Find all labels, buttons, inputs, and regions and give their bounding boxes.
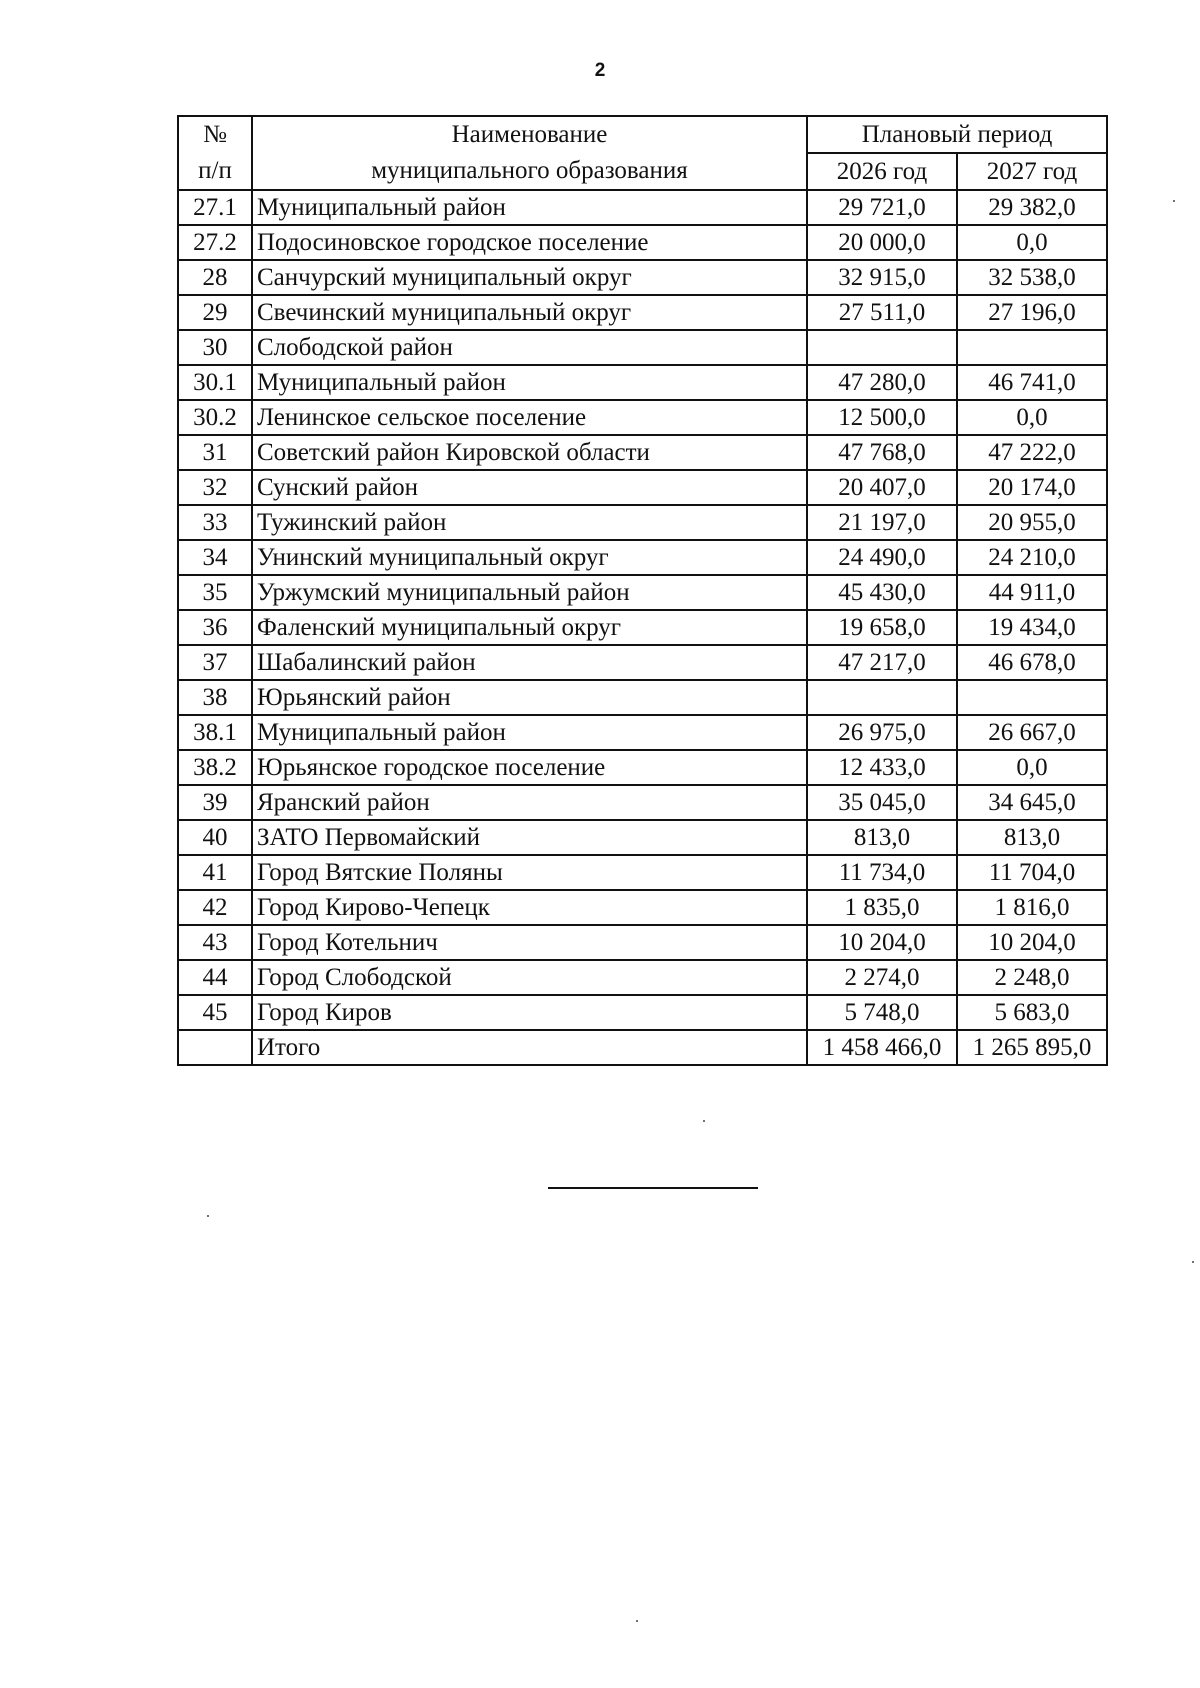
- table-row: [178, 960, 1107, 995]
- table-row: [178, 435, 1107, 470]
- header-name-line2: муниципального образования: [371, 157, 688, 184]
- row-municipality-name: Юрьянский район: [252, 680, 807, 715]
- row-number: 30.1: [178, 365, 252, 400]
- row-value-2027: 34 645,0: [957, 785, 1107, 820]
- header-year-2027: 2027 год: [957, 153, 1107, 190]
- total-row: [178, 1030, 1107, 1065]
- table-row: [178, 610, 1107, 645]
- table-row: [178, 540, 1107, 575]
- scan-speck: [207, 1215, 209, 1217]
- table-row: [178, 400, 1107, 435]
- table-row: [178, 295, 1107, 330]
- scan-speck: [1192, 1261, 1194, 1263]
- page-number: 2: [594, 60, 606, 81]
- row-value-2027: 0,0: [957, 750, 1107, 785]
- row-value-2026: 47 217,0: [807, 645, 957, 680]
- table-row: [178, 785, 1107, 820]
- scan-speck: [703, 1120, 705, 1122]
- row-number: 39: [178, 785, 252, 820]
- table-row: [178, 890, 1107, 925]
- row-number: 34: [178, 540, 252, 575]
- table-row: [178, 715, 1107, 750]
- row-value-2026: 11 734,0: [807, 855, 957, 890]
- row-municipality-name: Тужинский район: [252, 505, 807, 540]
- table-row: [178, 645, 1107, 680]
- table-row: [178, 995, 1107, 1030]
- row-value-2026: 24 490,0: [807, 540, 957, 575]
- row-municipality-name: Сунский район: [252, 470, 807, 505]
- header-name-line1: Наименование: [451, 121, 608, 148]
- row-municipality-name: Город Котельнич: [252, 925, 807, 960]
- row-municipality-name: Яранский район: [252, 785, 807, 820]
- row-number: 27.2: [178, 225, 252, 260]
- row-value-2026: [807, 680, 957, 715]
- table-body: [178, 190, 1107, 1065]
- row-municipality-name: Шабалинский район: [252, 645, 807, 680]
- table-row: [178, 470, 1107, 505]
- closing-separator-line: [548, 1187, 758, 1189]
- row-municipality-name: Город Кирово-Чепецк: [252, 890, 807, 925]
- header-year-2026: 2026 год: [807, 153, 957, 190]
- row-number: 38.2: [178, 750, 252, 785]
- row-value-2027: 24 210,0: [957, 540, 1107, 575]
- row-value-2026: 47 280,0: [807, 365, 957, 400]
- table-row: [178, 330, 1107, 365]
- header-number-line2: п/п: [198, 157, 232, 184]
- row-value-2026: 20 407,0: [807, 470, 957, 505]
- table-row: [178, 750, 1107, 785]
- header-number-cell: [178, 116, 252, 190]
- row-value-2026: 2 274,0: [807, 960, 957, 995]
- row-number: 32: [178, 470, 252, 505]
- row-municipality-name: Юрьянское городское поселение: [252, 750, 807, 785]
- row-value-2027: 20 955,0: [957, 505, 1107, 540]
- row-municipality-name: Санчурский муниципальный округ: [252, 260, 807, 295]
- row-value-2026: 45 430,0: [807, 575, 957, 610]
- row-municipality-name: Уржумский муниципальный район: [252, 575, 807, 610]
- table-row: [178, 365, 1107, 400]
- row-value-2026: [807, 330, 957, 365]
- table-row: [178, 225, 1107, 260]
- row-number: 30.2: [178, 400, 252, 435]
- row-value-2027: 26 667,0: [957, 715, 1107, 750]
- row-municipality-name: Ленинское сельское поселение: [252, 400, 807, 435]
- row-value-2027: 27 196,0: [957, 295, 1107, 330]
- table-row: [178, 925, 1107, 960]
- row-value-2027: 44 911,0: [957, 575, 1107, 610]
- table-row: [178, 680, 1107, 715]
- row-number: 37: [178, 645, 252, 680]
- row-value-2027: 1 265 895,0: [957, 1030, 1107, 1065]
- row-number: 29: [178, 295, 252, 330]
- row-municipality-name: Унинский муниципальный округ: [252, 540, 807, 575]
- row-value-2026: 27 511,0: [807, 295, 957, 330]
- row-number: 43: [178, 925, 252, 960]
- row-municipality-name: Фаленский муниципальный округ: [252, 610, 807, 645]
- row-value-2027: [957, 330, 1107, 365]
- row-value-2026: 10 204,0: [807, 925, 957, 960]
- row-number: 45: [178, 995, 252, 1030]
- row-number: 31: [178, 435, 252, 470]
- row-number: 44: [178, 960, 252, 995]
- row-number: 38.1: [178, 715, 252, 750]
- row-number: 40: [178, 820, 252, 855]
- row-value-2027: 0,0: [957, 400, 1107, 435]
- row-value-2026: 47 768,0: [807, 435, 957, 470]
- table-row: [178, 575, 1107, 610]
- row-value-2027: [957, 680, 1107, 715]
- row-municipality-name: Город Киров: [252, 995, 807, 1030]
- row-number: 36: [178, 610, 252, 645]
- row-value-2026: 20 000,0: [807, 225, 957, 260]
- row-municipality-name: Муниципальный район: [252, 715, 807, 750]
- table-row: [178, 260, 1107, 295]
- row-value-2027: 813,0: [957, 820, 1107, 855]
- row-value-2027: 46 678,0: [957, 645, 1107, 680]
- row-value-2027: 32 538,0: [957, 260, 1107, 295]
- row-value-2027: 10 204,0: [957, 925, 1107, 960]
- row-number: 28: [178, 260, 252, 295]
- row-value-2027: 0,0: [957, 225, 1107, 260]
- row-value-2026: 12 500,0: [807, 400, 957, 435]
- row-value-2026: 1 835,0: [807, 890, 957, 925]
- row-value-2027: 1 816,0: [957, 890, 1107, 925]
- table-row: [178, 505, 1107, 540]
- row-number: 35: [178, 575, 252, 610]
- allocation-table: [177, 115, 1108, 1066]
- row-number: 30: [178, 330, 252, 365]
- row-value-2027: 5 683,0: [957, 995, 1107, 1030]
- table-header: [178, 116, 1107, 190]
- row-value-2026: 813,0: [807, 820, 957, 855]
- row-value-2027: 19 434,0: [957, 610, 1107, 645]
- row-value-2026: 19 658,0: [807, 610, 957, 645]
- header-period: Плановый период: [807, 116, 1107, 153]
- row-value-2026: 1 458 466,0: [807, 1030, 957, 1065]
- scan-speck: [1173, 200, 1175, 202]
- row-value-2027: 20 174,0: [957, 470, 1107, 505]
- row-value-2026: 29 721,0: [807, 190, 957, 225]
- row-value-2026: 32 915,0: [807, 260, 957, 295]
- row-municipality-name: Город Слободской: [252, 960, 807, 995]
- row-municipality-name: Слободской район: [252, 330, 807, 365]
- row-value-2026: 35 045,0: [807, 785, 957, 820]
- row-value-2027: 29 382,0: [957, 190, 1107, 225]
- row-number: 42: [178, 890, 252, 925]
- row-municipality-name: Город Вятские Поляны: [252, 855, 807, 890]
- table-row: [178, 820, 1107, 855]
- row-value-2027: 46 741,0: [957, 365, 1107, 400]
- scan-speck: [636, 1620, 638, 1622]
- row-municipality-name: Свечинский муниципальный округ: [252, 295, 807, 330]
- row-municipality-name: Муниципальный район: [252, 365, 807, 400]
- row-value-2026: 21 197,0: [807, 505, 957, 540]
- row-municipality-name: Подосиновское городское поселение: [252, 225, 807, 260]
- row-number: 27.1: [178, 190, 252, 225]
- row-municipality-name: ЗАТО Первомайский: [252, 820, 807, 855]
- row-value-2027: 11 704,0: [957, 855, 1107, 890]
- row-value-2027: 2 248,0: [957, 960, 1107, 995]
- table-row: [178, 855, 1107, 890]
- row-municipality-name: Советский район Кировской области: [252, 435, 807, 470]
- table-row: [178, 190, 1107, 225]
- row-value-2026: 5 748,0: [807, 995, 957, 1030]
- row-municipality-name: Итого: [252, 1030, 807, 1065]
- row-municipality-name: Муниципальный район: [252, 190, 807, 225]
- row-number: [178, 1030, 252, 1065]
- row-value-2026: 26 975,0: [807, 715, 957, 750]
- row-value-2027: 47 222,0: [957, 435, 1107, 470]
- row-number: 38: [178, 680, 252, 715]
- row-value-2026: 12 433,0: [807, 750, 957, 785]
- row-number: 41: [178, 855, 252, 890]
- row-number: 33: [178, 505, 252, 540]
- header-number-line1: №: [203, 121, 227, 148]
- header-name-cell: [252, 116, 807, 190]
